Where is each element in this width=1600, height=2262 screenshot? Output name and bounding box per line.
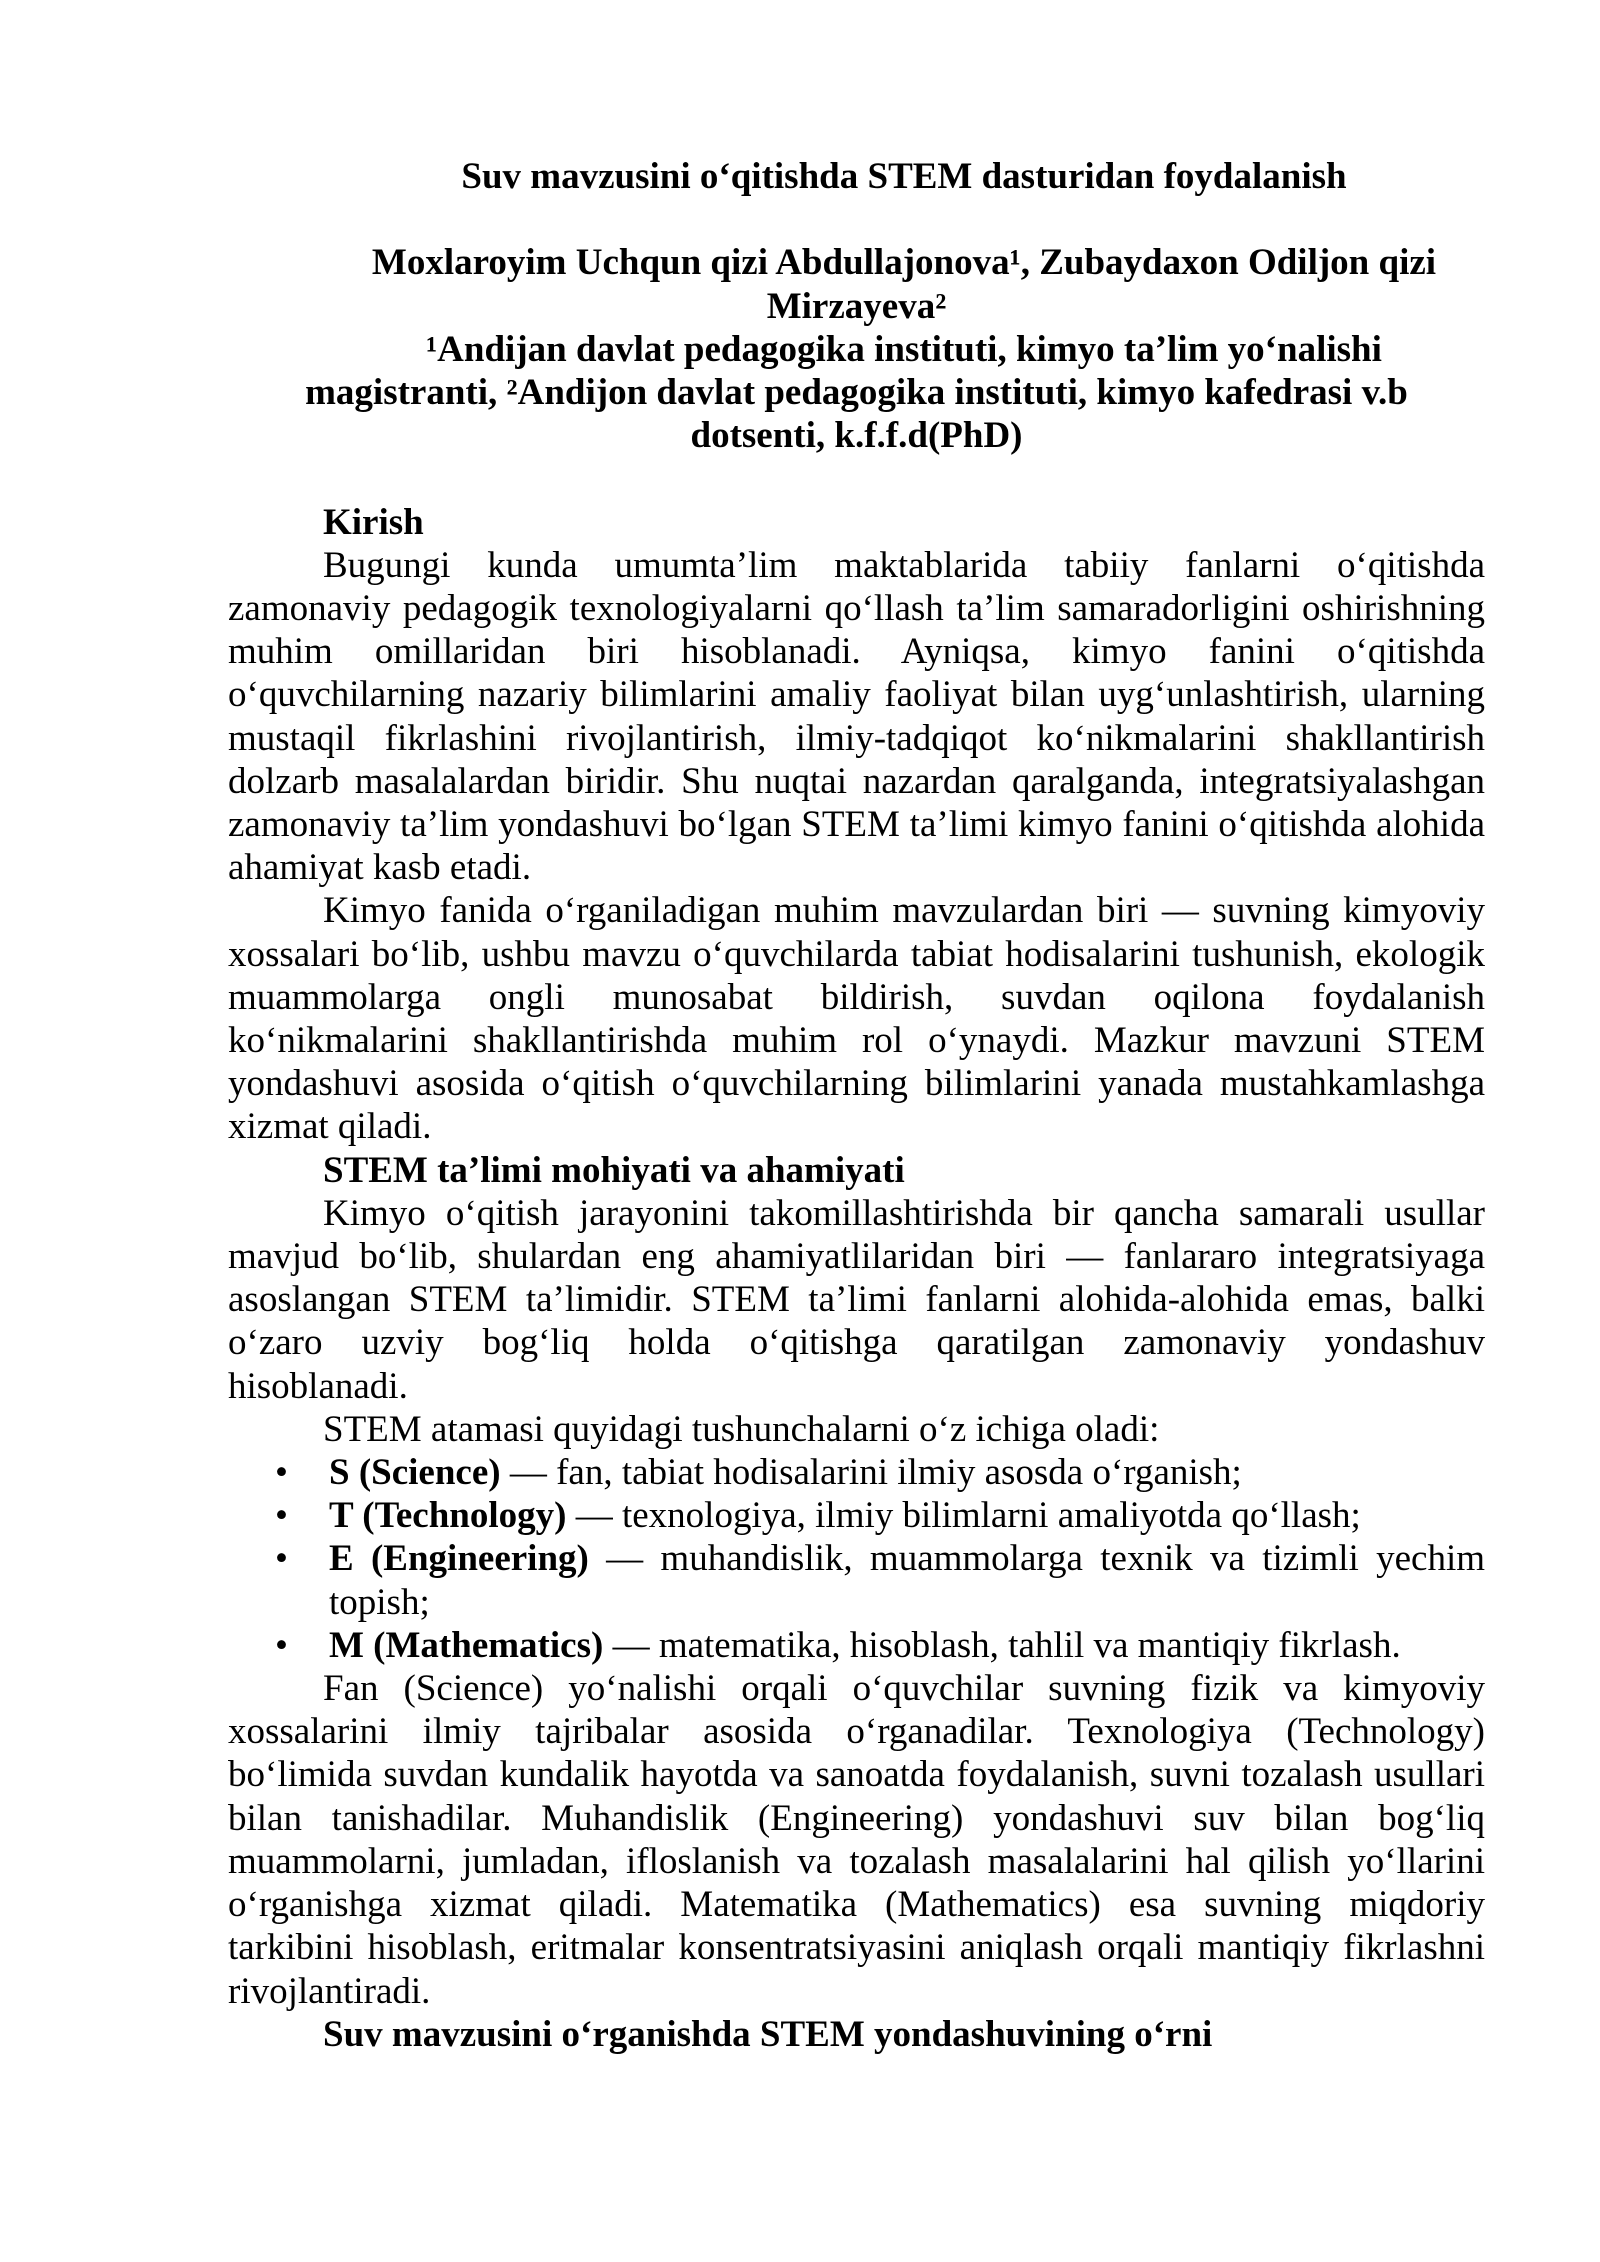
bullet-marker: •	[275, 1538, 288, 1580]
bullet-desc: — texnologiya, ilmiy bilimlarni amaliyotda qo‘llash;	[566, 1495, 1361, 1537]
paragraph-1-line: Bugungi kunda umumta’lim maktablarida tabiiy fanlarni o‘qitishda	[323, 544, 1485, 586]
document-title: Suv mavzusini o‘qitishda STEM dasturidan foydalanish	[461, 156, 1347, 197]
paragraph-3-line: Kimyo o‘qitish jarayonini takomillashtirishda bir qancha samarali usullar	[323, 1192, 1485, 1234]
stem-bullet-list	[228, 1451, 1485, 1667]
affiliation-line-3: dotsenti, k.f.f.d(PhD)	[690, 415, 1023, 457]
paragraph-2-line: yondashuvi asosida o‘qitish o‘quvchilarning bilimlarini yanada mustahkamlashga	[228, 1063, 1485, 1105]
paragraph-4-line: muammolarni, jumladan, ifloslanish va tozalash masalalarini hal qilish yo‘llarini	[228, 1840, 1485, 1882]
section-heading-role: Suv mavzusini o‘rganishda STEM yondashuvining o‘rni	[323, 2013, 1213, 2055]
paragraph-4-line: tarkibini hisoblash, eritmalar konsentratsiyasini aniqlash orqali mantiqiy fikrlashni	[228, 1927, 1485, 1969]
paragraph-4-line: rivojlantiradi.	[228, 1970, 431, 2012]
paragraph-2-line: xizmat qiladi.	[228, 1106, 432, 1148]
section-heading-stem: STEM ta’limi mohiyati va ahamiyati	[323, 1149, 905, 1191]
paragraph-4-line: bo‘limida suvdan kundalik hayotda va sanoatda foydalanish, suvni tozalash usullari	[228, 1754, 1485, 1796]
authors-line-2: Mirzayeva²	[766, 285, 947, 327]
paragraph-4-line: o‘rganishga xizmat qiladi. Matematika (Mathematics) esa suvning miqdoriy	[228, 1884, 1485, 1926]
bullet-item-engineering	[275, 1537, 1486, 1623]
paragraph-2-line: muammolarga ongli munosabat bildirish, suvdan oqilona foydalanish	[228, 976, 1485, 1018]
paragraph-1-line: ahamiyat kasb etadi.	[228, 847, 532, 889]
authors-line-1: Moxlaroyim Uchqun qizi Abdullajonova¹, Zubaydaxon Odiljon qizi	[371, 242, 1437, 284]
paragraph-2-line: ko‘nikmalarini shakllantirishda muhim rol o‘ynaydi. Mazkur mavzuni STEM	[228, 1020, 1485, 1062]
blank-line	[228, 457, 1485, 500]
bullet-term: M (Mathematics)	[329, 1624, 604, 1666]
paragraph-4-line: xossalarini ilmiy tajribalar asosida o‘rganadilar. Texnologiya (Technology)	[228, 1711, 1485, 1753]
bullet-marker: •	[275, 1495, 288, 1537]
paragraph-1-line: muhim omillaridan biri hisoblanadi. Ayniqsa, kimyo fanini o‘qitishda	[228, 631, 1485, 673]
paragraph-1-line: zamonaviy ta’lim yondashuvi bo‘lgan STEM ta’limi kimyo fanini o‘qitishda alohida	[228, 804, 1485, 846]
affiliation-line-2: magistranti, ²Andijon davlat pedagogika instituti, kimyo kafedrasi v.b	[305, 372, 1408, 413]
paragraph-1-line: zamonaviy pedagogik texnologiyalarni qo‘llash ta’lim samaradorligini oshirishning	[228, 588, 1485, 629]
paragraph-3-line: mavjud bo‘lib, shulardan eng ahamiyatlilaridan biri — fanlararo integratsiyaga	[228, 1236, 1485, 1278]
bullet-term: T (Technology)	[329, 1495, 567, 1537]
bullet-marker: •	[275, 1624, 288, 1666]
paragraph-4-line: Fan (Science) yo‘nalishi orqali o‘quvchilar suvning fizik va kimyoviy	[323, 1668, 1485, 1710]
paragraph-2-line: xossalari bo‘lib, ushbu mavzu o‘quvchilarda tabiat hodisalarini tushunish, ekologik	[228, 933, 1485, 975]
bullet-item-science	[275, 1451, 1485, 1494]
bullet-item-technology	[275, 1494, 1485, 1537]
affiliation-line-1: ¹Andijan davlat pedagogika instituti, kimyo ta’lim yo‘nalishi	[426, 328, 1382, 370]
paragraph-4-line: bilan tanishadilar. Muhandislik (Engineering) yondashuvi suv bilan bog‘liq	[228, 1797, 1485, 1839]
paragraph-3-line: hisoblanadi.	[228, 1365, 408, 1407]
paragraph-3-line: o‘zaro uzviy bog‘liq holda o‘qitishga qaratilgan zamonaviy yondashuv	[228, 1322, 1485, 1364]
bullet-marker: •	[275, 1452, 288, 1494]
paragraph-1-line: dolzarb masalalardan biridir. Shu nuqtai nazardan qaralganda, integratsiyalashgan	[228, 760, 1485, 802]
blank-line	[228, 198, 1485, 241]
paragraph-1-line: mustaqil fikrlashini rivojlantirish, ilmiy-tadqiqot ko‘nikmalarini shakllantirish	[228, 717, 1485, 759]
bullet-desc: — fan, tabiat hodisalarini ilmiy asosda o‘rganish;	[500, 1452, 1242, 1494]
bullet-item-mathematics	[275, 1624, 1485, 1667]
stem-list-intro: STEM atamasi quyidagi tushunchalarni o‘z ichiga oladi:	[323, 1408, 1160, 1450]
bullet-term: S (Science)	[329, 1452, 501, 1494]
bullet-desc: — matematika, hisoblash, tahlil va mantiqiy fikrlash.	[603, 1624, 1401, 1666]
paragraph-1-line: o‘quvchilarning nazariy bilimlarini amaliy faoliyat bilan uyg‘unlashtirish, ularning	[228, 674, 1485, 716]
section-heading-kirish: Kirish	[323, 501, 424, 543]
bullet-term: E (Engineering)	[329, 1538, 589, 1580]
paragraph-3-line: asoslangan STEM ta’limidir. STEM ta’limi fanlarni alohida-alohida emas, balki	[228, 1279, 1485, 1321]
paragraph-2-line: Kimyo fanida o‘rganiladigan muhim mavzulardan biri — suvning kimyoviy	[323, 890, 1485, 932]
bullet-desc: — muhandislik, muammolarga texnik va tizimli yechim topish;	[329, 1538, 1486, 1623]
